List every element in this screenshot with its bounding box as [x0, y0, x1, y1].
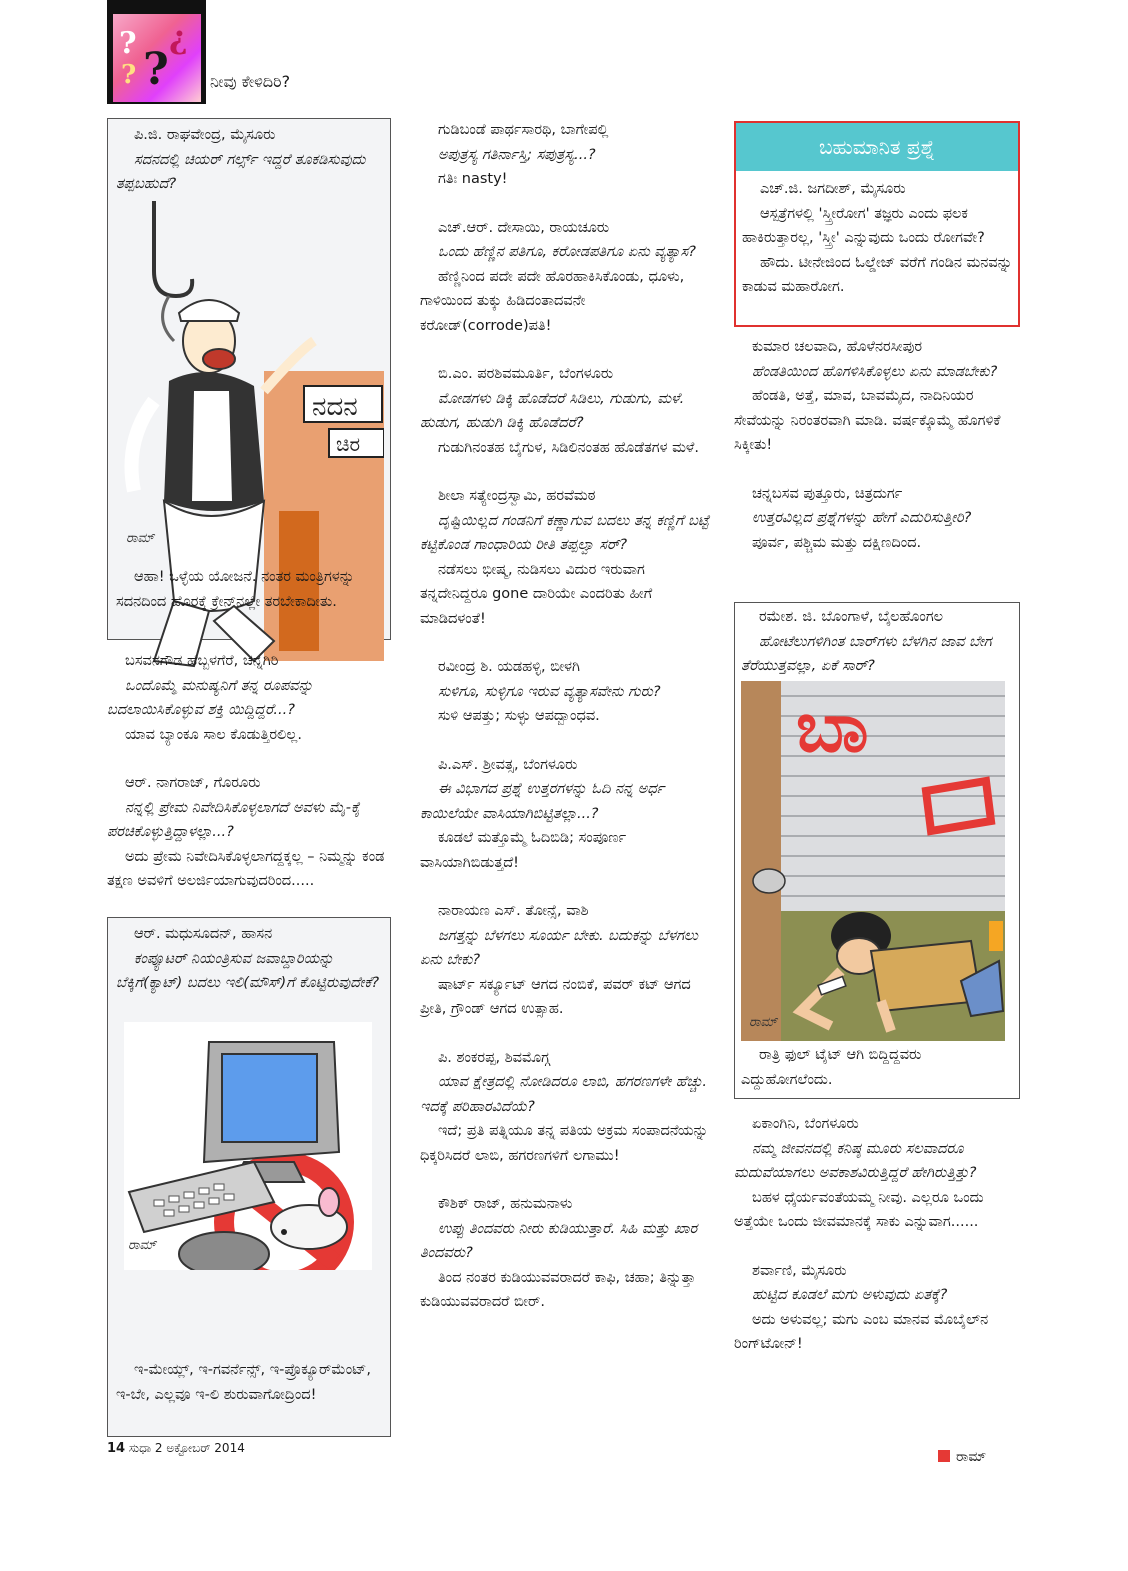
answer: ಬಹಳ ಧೈರ್ಯವಂತೆಯಮ್ಮ ನೀವು. ಎಲ್ಲರೂ ಒಂದು ಅತ್ತೆಯೇ ಒಂದು ಜೀವಮಾನಕ್ಕೆ ಸಾಕು ಎನ್ನುವಾಗ...... — [734, 1189, 984, 1230]
cartoonist-signature: ರಾಮ್ — [126, 531, 155, 546]
page-number: 14 — [107, 1441, 126, 1456]
qa-item — [107, 771, 391, 894]
answer: ಯಾವ ಬ್ಯಾಂಕೂ ಸಾಲ ಕೊಡುತ್ತಿರಲಿಲ್ಲ. — [125, 726, 302, 743]
asker-name: ಎಚ್.ಆರ್. ದೇಸಾಯಿ, ರಾಯಚೂರು — [438, 219, 610, 236]
asker-name: ಪಿ.ಜಿ. ರಾಘವೇಂದ್ರ, ಮೈಸೂರು — [134, 127, 276, 143]
svg-text:ಚಿರ: ಚಿರ — [336, 432, 361, 456]
cartoonist-signature: ರಾಮ್ — [749, 1015, 778, 1030]
question: ದೃಷ್ಟಿಯಿಲ್ಲದ ಗಂಡನಿಗೆ ಕಣ್ಣಾಗುವ ಬದಲು ತನ್ನ ಕಣ್ಣಿಗೆ ಬಟ್ಟೆ ಕಟ್ಟಿಕೊಂಡ ಗಾಂಧಾರಿಯ ರೀತಿ ತಪ್ಪಲ್ವಾ ಸರ್? — [420, 512, 710, 553]
answer: ನಡೆಸಲು ಭೀಷ್ಮ, ನುಡಿಸಲು ವಿದುರ ಇರುವಾಗ ತನ್ನದೇನಿದ್ದರೂ gone ದಾರಿಯೇ ಎಂದರಿತು ಹೀಗೆ ಮಾಡಿದಳಂತೆ! — [420, 561, 653, 627]
question: ಈ ವಿಭಾಗದ ಪ್ರಶ್ನೆ ಉತ್ತರಗಳನ್ನು ಓದಿ ನನ್ನ ಅರ್ಧ ಕಾಯಿಲೆಯೇ ವಾಸಿಯಾಗಿಬಿಟ್ಟಿತಲ್ಲಾ...? — [420, 781, 665, 822]
qa-item — [420, 899, 710, 1022]
qa-box-cartoon-1 — [107, 118, 391, 640]
column-1 — [107, 649, 391, 918]
qa-item — [420, 484, 710, 631]
qa-item — [420, 118, 710, 192]
answer: ಗುಡುಗಿನಂತಹ ಬೈಗುಳ, ಸಿಡಿಲಿನಂತಹ ಹೊಡೆತಗಳ ಮಳೆ. — [438, 439, 699, 456]
qa-item — [420, 1192, 710, 1315]
asker-name: ಎಚ್.ಜಿ. ಜಗದೀಶ್, ಮೈಸೂರು — [760, 181, 906, 197]
asker-name: ಚನ್ನಬಸವ ಪುತ್ತೂರು, ಚಿತ್ರದುರ್ಗ — [752, 485, 903, 502]
question: ಮೋಡಗಳು ಡಿಕ್ಕಿ ಹೊಡೆದರೆ ಸಿಡಿಲು, ಗುಡುಗು, ಮಳೆ. ಹುಡುಗ, ಹುಡುಗಿ ಡಿಕ್ಕಿ ಹೊಡೆದರೆ? — [420, 390, 685, 431]
asker-name: ಪಿ.ಎಸ್. ಶ್ರೀವತ್ಸ, ಬೆಂಗಳೂರು — [438, 756, 578, 773]
author-name: ರಾಮ್ — [956, 1449, 987, 1465]
asker-name: ಗುಡಿಬಂಡೆ ಪಾರ್ಥಸಾರಥಿ, ಬಾಗೇಪಲ್ಲಿ — [438, 122, 609, 138]
answer: ಇದೆ; ಪ್ರತಿ ಪತ್ನಿಯೂ ತನ್ನ ಪತಿಯ ಅಕ್ರಮ ಸಂಪಾದನೆಯನ್ನು ಧಿಕ್ಕರಿಸಿದರೆ ಲಾಬಿ, ಹಗರಣಗಳಿಗೆ ಲಗಾಮು! — [420, 1123, 709, 1164]
qa-item — [734, 335, 1024, 458]
answer: ತಿಂದ ನಂತರ ಕುಡಿಯುವವರಾದರೆ ಕಾಫಿ, ಚಹಾ; ತಿನ್ನುತ್ತಾ ಕುಡಿಯುವವರಾದರೆ ಬೀರ್. — [420, 1269, 696, 1310]
column-2 — [420, 118, 710, 1339]
question: ನನ್ನಲ್ಲಿ ಪ್ರೇಮ ನಿವೇದಿಸಿಕೊಳ್ಳಲಾಗದೆ ಅವಳು ಮೈ-ಕೈ ಪರಚಿಕೊಳ್ಳುತ್ತಿದ್ದಾಳಲ್ಲಾ...? — [107, 799, 361, 840]
qa-item — [420, 655, 710, 729]
answer: ರಾತ್ರಿ ಫುಲ್ ಟೈಟ್ ಆಗಿ ಬಿದ್ದಿದ್ದವರು ಎದ್ದುಹೋಗಲೆಂದು. — [741, 1047, 922, 1088]
asker-name: ಬಿ.ಎಂ. ಪರಶಿವಮೂರ್ತಿ, ಬೆಂಗಳೂರು — [438, 366, 614, 382]
section-logo: ? ? ¿ ? — [107, 0, 206, 104]
red-square-icon — [938, 1450, 950, 1462]
asker-name: ಬಸವನಗೌಡ ಹೆಬ್ಬಳಗೆರೆ, ಚನ್ನಗಿರಿ — [125, 653, 279, 669]
asker-name: ಆರ್. ನಾಗರಾಜ್, ಗೊರೂರು — [125, 775, 261, 791]
answer: ಗತಿಃ nasty! — [438, 171, 508, 187]
prize-heading: ಬಹುಮಾನಿತ ಪ್ರಶ್ನೆ — [736, 123, 1018, 171]
qa-item — [420, 362, 710, 460]
publication-date: ಸುಧಾ 2 ಅಕ್ಟೋಬರ್ 2014 — [128, 1441, 245, 1455]
qa-box-cartoon-3 — [734, 602, 1020, 1099]
qa-item — [420, 753, 710, 876]
asker-name: ರಮೇಶ. ಜಿ. ಬೊಂಗಾಳೆ, ಬೈಲಹೊಂಗಲ — [759, 609, 944, 625]
question: ಕಂಪ್ಯೂಟರ್ ನಿಯಂತ್ರಿಸುವ ಜವಾಬ್ದಾರಿಯನ್ನು ಬೆಕ್ಕಿಗೆ(ಕ್ಯಾಟ್) ಬದಲು ಇಲಿ(ಮೌಸ್)ಗೆ ಕೊಟ್ಟಿರುವುದೇಕೆ? — [116, 950, 380, 991]
answer: ಅದು ಅಳುವಲ್ಲ; ಮಗು ಎಂಬ ಮಾನವ ಮೊಬೈಲ್‌ನ ರಿಂಗ್‌ಟೋನ್! — [734, 1311, 989, 1352]
asker-name: ಶೀಲಾ ಸತ್ಯೇಂದ್ರಸ್ವಾಮಿ, ಹರವೆಮಠ — [438, 488, 596, 504]
question: ಹೆಂಡತಿಯಿಂದ ಹೊಗಳಿಸಿಕೊಳ್ಳಲು ಏನು ಮಾಡಬೇಕು? — [752, 363, 998, 380]
column-3-lower — [734, 1112, 1024, 1381]
answer: ಕೂಡಲೆ ಮತ್ತೊಮ್ಮೆ ಓದಿಬಿಡಿ; ಸಂಪೂರ್ಣ ವಾಸಿಯಾಗಿಬಿಡುತ್ತದೆ! — [420, 830, 627, 871]
question: ಜಗತ್ತನ್ನು ಬೆಳಗಲು ಸೂರ್ಯ ಬೇಕು. ಬದುಕನ್ನು ಬೆಳಗಲು ಏನು ಬೇಕು? — [420, 927, 698, 968]
author-credit — [938, 1449, 986, 1465]
shop-sign-text: ಬಾ — [796, 686, 869, 768]
column-3 — [734, 335, 1024, 579]
answer: ಹೌದು. ಟೀನೇಜಿಂದ ಓಲ್ಡೇಜ್ ವರೆಗೆ ಗಂಡಿನ ಮನವನ್ನು ಕಾಡುವ ಮಹಾರೋಗ. — [742, 254, 1013, 295]
qa-item — [734, 1259, 1024, 1357]
question: ಉಪ್ಪು ತಿಂದವರು ನೀರು ಕುಡಿಯುತ್ತಾರೆ. ಸಿಹಿ ಮತ್ತು ಖಾರ ತಿಂದವರು? — [420, 1220, 698, 1261]
question: ನಮ್ಮ ಜೀವನದಲ್ಲಿ ಕನಿಷ್ಠ ಮೂರು ಸಲವಾದರೂ ಮದುವೆಯಾಗಲು ಅವಕಾಶವಿರುತ್ತಿದ್ದರೆ ಹೇಗಿರುತ್ತಿತ್ತು? — [734, 1140, 977, 1181]
qa-item — [420, 1046, 710, 1169]
prize-question-box — [734, 121, 1020, 327]
answer: ಪೂರ್ವ, ಪಶ್ಚಿಮ ಮತ್ತು ದಕ್ಷಿಣದಿಂದ. — [752, 534, 922, 551]
answer: ಸುಳಿ ಆಪತ್ತು; ಸುಳ್ಳು ಆಪದ್ಬಾಂಧವ. — [438, 708, 600, 724]
qa-item — [107, 649, 391, 747]
asker-name: ಶರ್ವಾಣಿ, ಮೈಸೂರು — [752, 1262, 847, 1279]
answer: ಅದು ಪ್ರೇಮ ನಿವೇದಿಸಿಕೊಳ್ಳಲಾಗದ್ದಕ್ಕಲ್ಲ – ನಿಮ್ಮನ್ನು ಕಂಡ ತಕ್ಷಣ ಅವಳಿಗೆ ಅಲರ್ಜಿಯಾಗುವುದರಿಂದ..... — [107, 848, 385, 889]
answer: ಇ-ಮೇಯ್ಲ್, ಇ-ಗವರ್ನೆನ್ಸ್, ಇ-ಪ್ರೊಕ್ಯೂರ್‌ಮೆಂಟ್, ಇ-ಬೇ, ಎಲ್ಲವೂ ಇ-ಲಿ ಶುರುವಾಗೋದ್ರಿಂದ! — [116, 1362, 371, 1403]
svg-text:ನದನ: ನದನ — [312, 392, 358, 422]
qa-item — [734, 482, 1024, 556]
question: ಆಸ್ಪತ್ರೆಗಳಲ್ಲಿ 'ಸ್ತ್ರೀರೋಗ' ತಜ್ಞರು ಎಂದು ಫಲಕ ಹಾಕಿರುತ್ತಾರಲ್ಲ, 'ಸ್ತ್ರೀ' ಎನ್ನುವುದು ಒಂದು ರೋಗವೇ? — [742, 205, 985, 246]
qa-item — [420, 216, 710, 339]
question: ಸದನದಲ್ಲಿ ಚಿಯರ್ ಗರ್ಲ್ಸ್ ಇದ್ದರೆ ತೂಕಡಿಸುವುದು ತಪ್ಪಬಹುದೆ? — [116, 151, 366, 192]
question: ಹುಟ್ಟಿದ ಕೂಡಲೆ ಮಗು ಅಳುವುದು ಏತಕ್ಕೆ? — [752, 1287, 948, 1303]
section-title: ನೀವು ಕೇಳಿದಿರಿ? — [210, 72, 291, 91]
asker-name: ಕೌಶಿಕ್ ರಾಜ್, ಹನುಮನಾಳು — [438, 1196, 573, 1212]
asker-name: ರವೀಂದ್ರ ಶಿ. ಯಡಹಳ್ಳಿ, ಬೀಳಗಿ — [438, 659, 580, 675]
qa-box-cartoon-2 — [107, 917, 391, 1437]
answer: ಹೆಂಡತಿ, ಅತ್ತೆ, ಮಾವ, ಬಾವಮೈದ, ನಾದಿನಿಯರ ಸೇವೆಯನ್ನು ನಿರಂತರವಾಗಿ ಮಾಡಿ. ವರ್ಷಕ್ಕೊಮ್ಮೆ ಹೊಗಳಿಕೆ ಸಿಕ್ಕೀತು! — [734, 388, 1001, 453]
cartoon-computer-mouse — [124, 1022, 372, 1270]
asker-name: ಏಕಾಂಗಿನಿ, ಬೆಂಗಳೂರು — [752, 1116, 859, 1132]
asker-name: ನಾರಾಯಣ ಎಸ್. ತೋನ್ಸೆ, ವಾಶಿ — [438, 903, 589, 919]
asker-name: ಆರ್. ಮಧುಸೂದನ್, ಹಾಸನ — [134, 926, 273, 942]
question: ಹೋಟೆಲುಗಳಿಗಿಂತ ಬಾರ್‌ಗಳು ಬೆಳಗಿನ ಜಾವ ಬೇಗ ತೆರೆಯುತ್ತವಲ್ಲಾ, ಏಕೆ ಸಾರ್? — [741, 633, 992, 674]
answer: ಹೆಣ್ಣಿನಿಂದ ಪದೇ ಪದೇ ಹೊರಹಾಕಿಸಿಕೊಂಡು, ಧೂಳು, ಗಾಳಿಯಿಂದ ತುಕ್ಕು ಹಿಡಿದಂತಾದವನೇ ಕರೋಡ್(corrode)ಪತಿ! — [420, 268, 685, 334]
asker-name: ಕುಮಾರ ಚಲವಾದಿ, ಹೊಳೆನರಸೀಪುರ — [752, 339, 923, 355]
answer: ಆಹಾ! ಒಳ್ಳೆಯ ಯೋಜನೆ. ನಂತರ ಮಂತ್ರಿಗಳನ್ನು ಸದನದಿಂದ ಹೊರಕ್ಕೆ ಕ್ರೇನ್‌ನಲ್ಲೇ ತರಬೇಕಾದೀತು. — [116, 569, 355, 610]
cartoonist-signature: ರಾಮ್ — [128, 1238, 157, 1253]
question: ಒಂದೊಮ್ಮೆ ಮನುಷ್ಯನಿಗೆ ತನ್ನ ರೂಪವನ್ನು ಬದಲಾಯಿಸಿಕೊಳ್ಳುವ ಶಕ್ತಿ ಯಿದ್ದಿದ್ದರೆ...? — [107, 677, 314, 718]
qa-item — [734, 1112, 1024, 1235]
answer: ಷಾರ್ಟ್ ಸರ್ಕ್ಯೂಟ್ ಆಗದ ನಂಬಿಕೆ, ಪವರ್ ಕಟ್ ಆಗದ ಪ್ರೀತಿ, ಗ್ರೌಂಡ್ ಆಗದ ಉತ್ಸಾಹ. — [420, 976, 691, 1017]
asker-name: ಪಿ. ಶಂಕರಪ್ಪ, ಶಿವಮೊಗ್ಗ — [438, 1049, 550, 1066]
page-footer — [107, 1441, 245, 1456]
question: ಅಪುತ್ರಸ್ಯ ಗತಿರ್ನಾಸ್ತಿ; ಸಪುತ್ರಸ್ಯ...? — [438, 146, 596, 163]
question: ಯಾವ ಕ್ಷೇತ್ರದಲ್ಲಿ ನೋಡಿದರೂ ಲಾಬಿ, ಹಗರಣಗಳೇ ಹೆಚ್ಚು. ಇದಕ್ಕೆ ಪರಿಹಾರವಿದೆಯೆ? — [420, 1074, 708, 1115]
question: ಸುಳಿಗೂ, ಸುಳ್ಳಿಗೂ ಇರುವ ವ್ಯತ್ಯಾಸವೇನು ಗುರು? — [438, 683, 661, 700]
question: ಉತ್ತರವಿಲ್ಲದ ಪ್ರಶ್ನೆಗಳನ್ನು ಹೇಗೆ ಎದುರಿಸುತ್ತೀರಿ? — [752, 510, 972, 526]
question: ಒಂದು ಹೆಣ್ಣಿನ ಪತಿಗೂ, ಕರೋಡಪತಿಗೂ ಏನು ವ್ಯತ್ಯಾಸ? — [438, 244, 696, 260]
cartoon-bar-shutter — [741, 681, 1005, 1041]
